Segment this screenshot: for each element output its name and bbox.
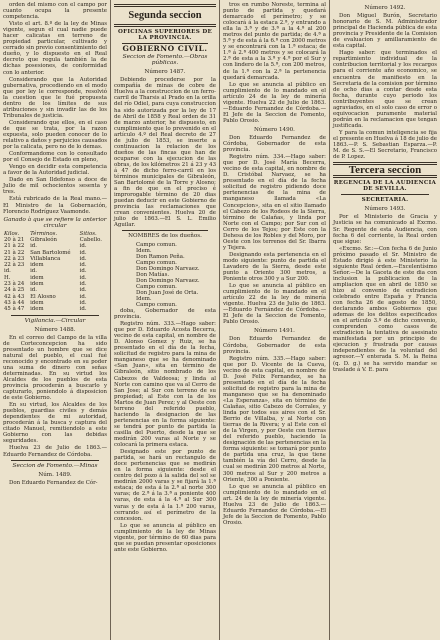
table-cell: id. [79,255,87,262]
notice-number: Número 1488. [34,326,76,333]
paragraph: Lo que se anuncia al público en cumplimiento de la ley de Minas vigente, por término de 60 dias para que se puedan presentar oposiciones ante este Gobierno. [114,522,216,553]
table-cell: 21 à 22 [4,249,25,256]
table-cell: Villablanca [30,255,61,262]
list-item: Campo comun. [136,259,177,266]
paragraph: Designando esta pertenencia en el modo siguiente: punto de partida el Lavadero de la Sierra, desde este punto a Oriente 300 metros, a Poniente otros 300 y a Sur 200. [223,251,326,283]
notice-number: Número 1493. [364,206,406,213]
paragraph: En su virtud, los Alcaldes de los pueblos, guardias civiles y demás dependientes de mi autoridad, procederán á la busca y captura del citado Manuel, remitiendolo a este Gobierno con las debidas seguridades. [3,402,107,445]
divider [122,230,208,231]
double-rule [114,4,216,7]
owners-list [114,242,216,309]
table-header: Sitios. [79,230,97,237]
paragraph: Don Miguel Burón, Secretario honorario de S. M. Administrador principal de Hacienda pública de esta provincia y Presidente de la Comision de evaluacion y amillaramiento de esta capital. [333,13,437,50]
paragraph: Don Eduardo Fernandez de Córdoba, Gobernador de esta provincia. [223,336,326,355]
paragraph: Debiendo procederse por la compañía de minas de cobre de Huelva a la construccion de un ferro-carril de Tharsis al Prado en la orilla del río Odiel, para cuya construccion ha sido autorizada por la ley de 17 de Abril de 1858 y Real orden de 31 de marzo anterior, he dispuesto, en cumplimiento que lo prevenido en el artículo 4.º del Real decreto de 27 de julio de 1853, se inserte a continuacion la relacion de los dueños de las fincas que han de ocuparse con la ejecucion de las obras, de los kilómetros 21 á 23 y 43 á 47 de dicho ferro-carril en los términos municipales de Gibraleón, San Bartolomé de la Torre y Alosno; a fin de que en el preciso é improrogable término de 20 dias puedan deducir en este Gobierno de provincia las reclamaciones que crean convenientes. Huelva 20 de julio de 1863.—El S. L. Emilio Aguilar. [114,77,216,229]
section-title: Segunda seccion [128,10,202,21]
section-title: Tercera seccion [348,164,422,177]
table-cell: 42 à 43 [4,293,25,300]
table-cell: 22 à 23 [4,262,25,269]
paragraph: Considerando que la Autoridad gubernativa, procediendo en el modo que por ley le corresponde, resolvió la cuestion que le fué propuesta dentro de los límites de sus atribuciones y sin invadir las de los Tribunales de justicia. [3,76,107,119]
paragraph: Lo que se anuncia al público en cumplimiento de lo mandado en el art. 24 de la ley de minería vigente. Huelva 23 de Julio de 1863.—Eduardo Fernandez de Córdoba.—El Jefe de la Seccion de Fomento, Pablo Orosio. [223,483,326,526]
divider [341,194,429,195]
office-heading: SECRETARIA. [361,197,409,204]
paragraph: Registro núm. 335.—Hago saber: que por D. Vicente de la Cueva, vecino de esta capital, en nombre de D. José Felix Fernandez, se ha presentado en el día de la fecha solicitud de registro para la mina de manganeso que se ha denominado «La Esperanza», sita en término de Calañas, sitio Cabezo de Corrales, y linda por todos sus aires con el Sr. Berrio de Villalba, y al Norte con tierras de la Rivera; y al Este con el de la Virgen, y por Oeste con tierras del referido pueblo, haciendo la designación de las pertenencias en la forma siguiente: se tomará por punto de partida una cruz, la que tiene también la vía del Cerro, desde la cual se medirán 200 metros al Norte, 300 metros al Sur y 200 metros a Oriente, 300 a Poniente. [223,355,326,483]
table-cell: 24 à 25 [4,287,25,294]
signature: Huelva 23 de Julio de 1863.—Eduardo Fernandez de Córdoba. [3,445,107,458]
table-cell: id. [79,249,87,256]
list-item: Don Matías. [136,271,170,278]
office-heading: REGENCIA DE LA AUDIENCIA DE SEVILLA. [333,180,437,193]
table-cell: H. [4,274,11,281]
table-cell: id. [79,268,87,275]
table-cell: Gibraleón [30,236,57,243]
list-item: Campo comun. [136,283,177,290]
list-item: Campo comun. [136,301,177,308]
paragraph: Vengo en decidir esta competencia a favor de la Autoridad judicial. [3,164,107,177]
paragraph: Visto el art. 8.º de la ley de Minas vigente, segun el cual nadie puede hacer calicatas en terreno de propiedad particular, cultivado y cerrado sin previo consentimiento del dueño, y lo dispuesto en el Real decreto que regula también la de dichas posesiones, de conformidad con lo anterior. [3,21,107,76]
land-table [3,231,107,313]
column-2 [111,0,219,640]
table-cell: id. [30,243,37,250]
paragraph: Don Eduardo Fernandez de Cór- [9,479,98,486]
paragraph: Lo que se anuncia al público en cumplimiento de lo mandado en el artículo 24 de la ley de minería vigente. Huelva 22 de Julio de 1863.—Eduardo Fernandez de Córdoba.—El Jefe de la Seccion de Fomento, Pablo Orosio. [223,81,326,124]
table-cell: idem [30,281,44,288]
paragraph: Hago saber: que terminados el repartimiento individual de la contribucion territorial y los recargos para el corriente año economico, se encuentra de manifiesto en la Secretaria de la comision por término de ocho dias a contar desde esta fecha, durante cuyo periodo los contribuyentes que se crean agraviados, en el solo caso de error o equivocacion puramente material podrán en la reclamacion que tengan justificada. [333,50,437,129]
paragraph: Don Eduardo Fernandez de Córdoba, Gobernador de esta provincia. [223,134,326,154]
paragraph: Considerando que ellos, en el caso de que se trata, por la razon expuesta, solo pueden conocer de lo relativo a daños y perjuicios causados por la calicata, pero no de lo demas. [3,119,107,151]
list-item: Don Ramon Peña. [136,253,185,260]
table-cell: 20 à 21 [4,236,25,243]
table-cell: id. [30,287,37,294]
notice-number: Número 1492. [364,5,406,11]
paragraph: «Excmo. Sr.:—Con fecha 6 de Junio próximo pasado el Sr. Ministro de Estado dirigió á este Ministerio la siguiente Real órden.—Excelentísimo Señor.—De la Gaceta de este dia con inclusion la publicacion de la ampliacion que en abril de 1850 se hizo al convenio de extradicion celebrado entre España y Francia con fecha 26 de agosto de 1850, declarando ambos Gobiernos que ademas de los delitos especificados en el artículo 3.º de dicho convenio, comprenden como casos de extradicion la tentativa de asesinato manifestada por un principio de ejecucion y frustrada por causas independientes de la voluntad del agresor.—Y enterada S. M. la Reina (q. D. g.) se ha servido mandar se traslade á V. E. para [333,245,437,373]
section-heading: Seccion de Fomento.—Minas [12,462,98,469]
table-cell: 45 à 47 [4,306,25,313]
paragraph: doba, Gobernador de esta provincia. [114,308,216,321]
notice-number: Número 1491. [254,328,295,335]
table-header: Kilos. [4,230,20,237]
list-item: Don Domingo Narvaez. [136,277,200,284]
table-cell: idem [30,274,44,281]
table-cell: 43 à 44 [4,299,25,306]
column-4 [330,0,440,640]
table-cell: idem [30,299,44,306]
table-header: Términos. [30,230,58,237]
owners-heading: NOMBRES de los dueños. [128,233,202,240]
table-cell: 22 à 23 [4,255,25,262]
paragraph: Designado este por punto de partida, se hará un rectangulo de doce pertenencias que se medirán en la forma siguiente: desde el centro del pozo á la salida del sol se medirán 2000 varas y se fijará la 1.ª estaca; de esta á la 2.ª al norte 300 varas; de 2.ª á la 3.ª a poniente 400 varas, de esta á la 4.ª al Sur 300 varas y de esta á la 1.ª 200 varas, cerrando así el perímetro de la concesion. [114,449,216,522]
subsection-heading: Seccion de Fomento.—Obras públicas. [122,54,208,67]
paragraph: Dado en San Ildefonso a doce de Julio de mil ochocientos sesenta y tres. [3,177,107,196]
office-heading: OFICINAS SUPERIORES DE LA PROVINCIA. [117,29,213,42]
table-cell: id. [30,268,37,275]
column-1 [0,0,110,640]
notice-number: Número 1490. [254,126,295,133]
table-cell: id. [79,262,87,269]
table-cell: id. [79,243,87,250]
section-heading: Vigilancia.—Circular [24,317,86,324]
paragraph: Por el Ministerio de Gracia y Justicia se ha comunicado al Excmo. Sr. Regente de esta Audiencia, con fecha 6 del corriente, la Real orden que sigue: [333,214,437,245]
list-item: Idem. [136,295,152,302]
table-cell: El Alosno [30,293,56,300]
list-item: Don Juan José de Orta. [136,289,199,296]
column-3 [220,0,329,640]
government-heading: GOBIERNO CIVIL. [122,44,208,54]
paragraph: Registro núm. 334.—Hago saber: que por D. José María Becerra, vecino de esta capital, en nombre de D. Cristóbal Narvaez, se ha presentado en el día de la fecha solicitud de registro pidiendo doce pertenencias de la mina de manganeso llamada «La Concepcion», sita en el sitio llamado el Cabezo de los Rodeos de la Sierra, término de Calañas, y linda por Norte con el Campo; por Sur con el Cerro de los Tejos; por Este con la Dehesa de los Robles y del Moro, por Oeste con los terrenos del Sr. Ibarra y Tejera. [223,154,326,251]
list-item: Don Domingo Narvaez. [136,265,200,272]
list-item: Idem. [136,247,152,254]
table-cell: id. [79,306,87,313]
table-cell: San Bartolomé [30,249,71,256]
paragraph: En el correo del Campo de la villa de Corteconcepcion ha sido presentado un hombre que se dice natural del pueblo, el cual fué reconocido y encontrado en su poder una suma de dinero con señas determinadas. En su virtud los Alcaldes de los pueblos de esta provincia procederán a buscarlo y capturarlo, poniendolo á disposicion de este Gobierno. [3,334,107,402]
table-cell: id. [79,274,87,281]
table-cell: id. [79,281,87,288]
paragraph: orden del mismo con el campo por cuanto ocupa la presente competencia. [3,2,107,21]
paragraph: Y para la comun inteligencia se fija el presente en Huelva á 18 de julio de 1863.—P. S. Sebastian Esparza.—P. M. de S. S.—El Secretario, Francisco de P. Lopez. [333,129,437,161]
table-cell: idem [30,306,44,313]
table-cell: 23 à 24 [4,281,25,288]
notice-number: Núm. 1489. [38,471,72,478]
table-row [3,306,107,312]
notice-number: Número 1487. [144,69,186,76]
paragraph: Registro núm. 333.—Hago saber: que por D. Eduardo Acosta Becerra, vecino de esta capital, en nombre de D. Alonso Gomez y Ruiz, se ha presentado en el día de la fecha, solicitud de registro para la mina de manganeso que se ha denominado «San Juan», sita en término de Gibraleón, sitio nombrado de los Cabezos de Valdeosa; y linda al Norte con camino que va al Cerro de San Jose; al Sur con terreno de su propiedad; al Este con la de los Martos de Juan Perez; y al Oeste con terreno del referido pueblo, haciendo la designacion de las pertenencias en la forma siguiente: se tendrá por punto de partida la casilla del Puerto, desde la que se medirán 200 varas al Norte y se colocará la primera estaca. [114,321,216,449]
table-cell: id. [79,299,87,306]
table-cell: idem [30,262,44,269]
table-cell: id. [79,287,87,294]
list-item: Campo comun. [136,241,177,248]
paragraph: tros en rumbo Noreste, termina al punto de partida y quedará demarcado el perímetro; y se colocará á la estaca 2.ª, y entrando a ella la 3.ª y de 3.ª a la 4.ª al 200 metros del punto de partida; de 4.ª a 5.ª y de esta á la 6.ª con 2000 metros y se encontrará con la 1.ª estaca; de 1.ª á 2.ª 400 metros y se colocará la 2.ª de esta a la 3.ª y 4.ª por el Sur y con lindero de la 5.ª, con 200 metros, de la 1.ª con la 2.ª la pertenencia quedará demarcada. [223,2,326,81]
paragraph: Conformandome con lo consultado por el Consejo de Estado en pleno, [3,151,107,164]
divider [11,315,99,316]
double-rule [114,24,216,27]
table-cell: id. [79,293,87,300]
paragraph: Lo que se anuncia al público en cumplimiento de lo mandado en el artículo 22 de la ley de minería vigente. Huelva 23 de Julio de 1863.—Eduardo Fernández de Córdoba.—El Jefe de la Seccion de Fomento, Pablo Orosio. [223,283,326,326]
divider [11,460,99,461]
paragraph: Está rubricado de la Real mano.—El Ministro de la Gobernación, Florencio Rodríguez Vaamonde. [3,196,107,215]
table-cell: 21 à 22 [4,243,25,250]
table-cell: id. [4,268,11,275]
table-heading: Ganado à que se refiere la anterior circular [3,216,107,229]
table-cell: Cabello. [79,236,102,243]
